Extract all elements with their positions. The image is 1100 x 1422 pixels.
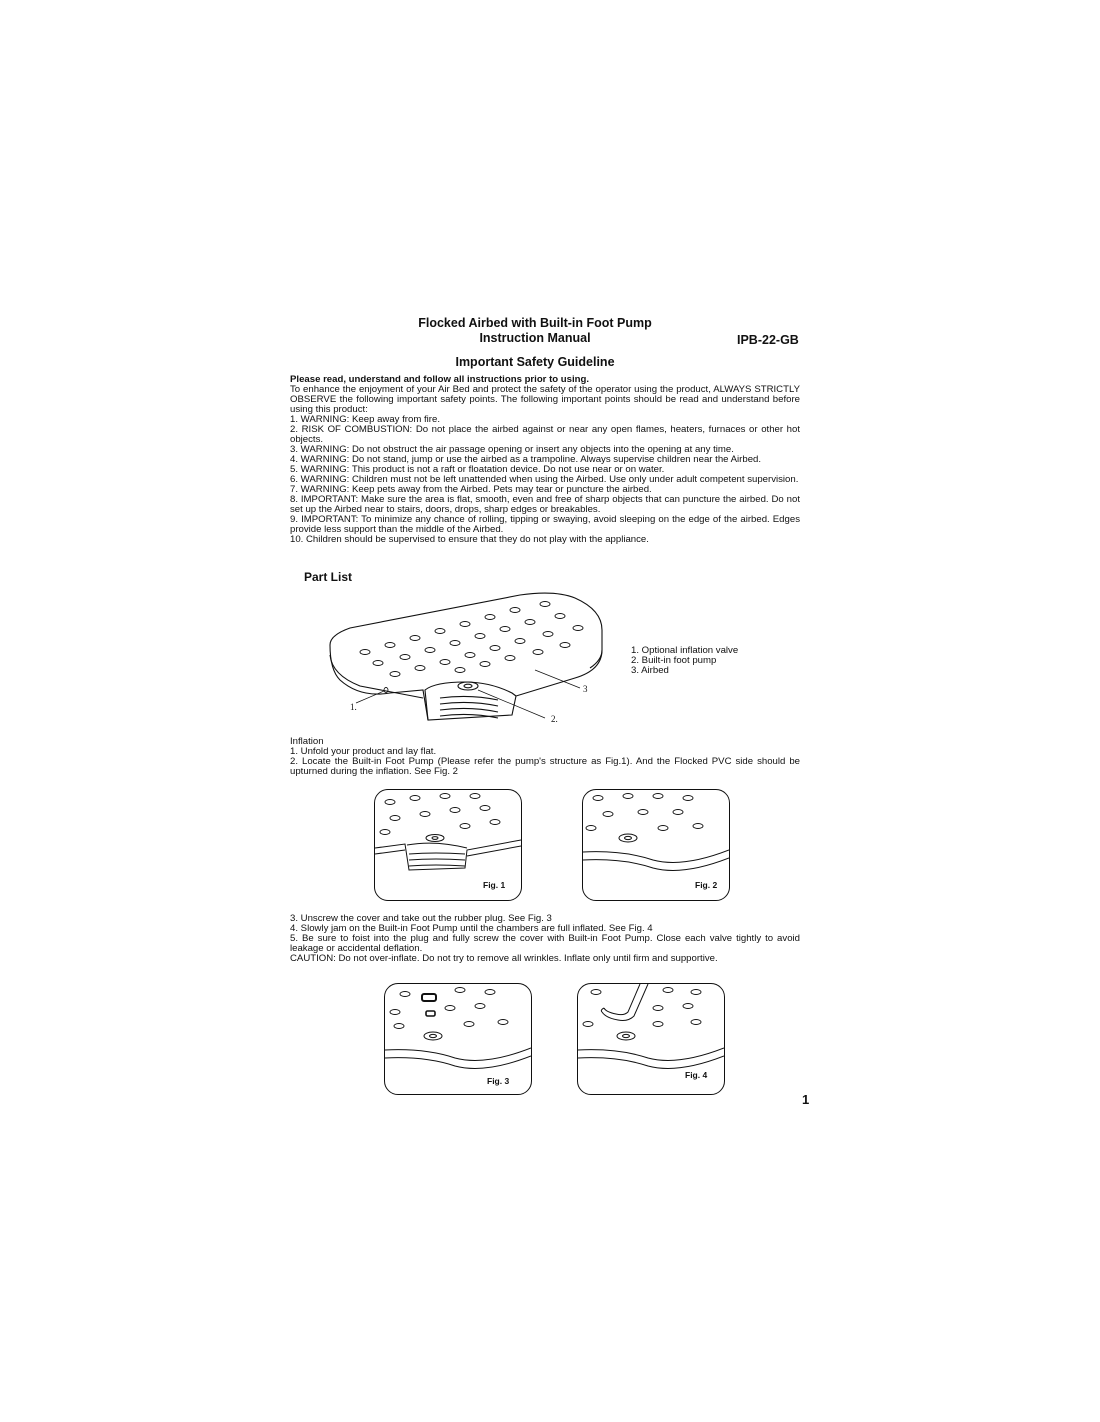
- inflation-step: 4. Slowly jam on the Built-in Foot Pump until the chambers are full inflated. See Fig. 4: [290, 923, 653, 934]
- safety-item: 9. IMPORTANT: To minimize any chance of rolling, tipping or swaying, avoid sleeping on the edge of the airbed. Edges provide less support than the middle of the Airbed.: [290, 514, 800, 535]
- figure-3: [384, 983, 532, 1095]
- fig4-label: Fig. 4: [685, 1070, 708, 1080]
- parts-list: [631, 646, 801, 676]
- callout-2: 2.: [551, 714, 558, 724]
- figure-4: [577, 983, 725, 1095]
- inflation-step: 5. Be sure to foist into the plug and fully screw the cover with Built-in Foot Pump. Close each valve tightly to avoid leakage or accidental deflation.: [290, 933, 800, 954]
- figure-1: [374, 789, 522, 901]
- safety-item: 10. Children should be supervised to ensure that they do not play with the appliance.: [290, 534, 649, 545]
- callout-1: 1.: [350, 702, 357, 712]
- safety-item: 4. WARNING: Do not stand, jump or use the airbed as a trampoline. Always supervise children near the Airbed.: [290, 454, 762, 465]
- page-number: 1: [802, 1092, 810, 1107]
- safety-item: 5. WARNING: This product is not a raft or floatation device. Do not use near or on water.: [290, 464, 665, 475]
- inflation-step: 3. Unscrew the cover and take out the rubber plug. See Fig. 3: [290, 913, 552, 924]
- part-item: 3. Airbed: [631, 665, 669, 676]
- section-title-safety: Important Safety Guideline: [455, 355, 615, 369]
- airbed-drawing: [320, 590, 620, 730]
- fig1-label: Fig. 1: [483, 880, 506, 890]
- inflation-step: 1. Unfold your product and lay flat.: [290, 746, 437, 757]
- safety-item: 2. RISK OF COMBUSTION: Do not place the airbed against or near any open flames, heaters, furnaces or other hot objects.: [290, 424, 800, 445]
- fig2-label: Fig. 2: [695, 880, 718, 890]
- document-title: Flocked Airbed with Built-in Foot Pump: [418, 316, 652, 330]
- safety-item: 7. WARNING: Keep pets away from the Airbed. Pets may tear or puncture the airbed.: [290, 484, 652, 495]
- safety-item: 8. IMPORTANT: Make sure the area is flat, smooth, even and free of sharp objects that can puncture the airbed. Do not set up the Airbed near to stairs, doors, drops, sharp edges or breakables.: [290, 494, 800, 515]
- safety-block: [290, 375, 800, 545]
- inflation-title: Inflation: [290, 736, 324, 747]
- part-item: 2. Built-in foot pump: [631, 655, 717, 666]
- safety-item: 6. WARNING: Children must not be left unattended when using the Airbed. Use only under adult competent supervision.: [290, 474, 799, 485]
- fig3-label: Fig. 3: [487, 1076, 510, 1086]
- inflation-steps-b: [290, 914, 800, 964]
- document-subtitle: Instruction Manual: [479, 331, 591, 345]
- model-number: IPB-22-GB: [737, 333, 799, 347]
- caution-text: CAUTION: Do not over-inflate. Do not try to remove all wrinkles. Inflate only until firm and supportive.: [290, 953, 718, 964]
- safety-item: 1. WARNING: Keep away from fire.: [290, 414, 440, 425]
- inflation-step: 2. Locate the Built-in Foot Pump (Please refer the pump's structure as Fig.1). And the Flocked PVC side should be upturned during the inflation. See Fig. 2: [290, 756, 800, 777]
- safety-intro: To enhance the enjoyment of your Air Bed and protect the safety of the operator using the product, ALWAYS STRICTLY OBSERVE the following important safety points. The following important points should be read and understand before using this product:: [290, 384, 800, 415]
- part-item: 1. Optional inflation valve: [631, 645, 739, 656]
- inflation-steps-a: [290, 737, 800, 777]
- airbed-illustration: [320, 590, 620, 730]
- figure-2: [582, 789, 730, 901]
- section-title-parts: Part List: [304, 570, 353, 584]
- safety-item: 3. WARNING: Do not obstruct the air passage opening or insert any objects into the opening at any time.: [290, 444, 734, 455]
- safety-lead: Please read, understand and follow all instructions prior to using.: [290, 374, 590, 385]
- callout-3: 3: [583, 684, 588, 694]
